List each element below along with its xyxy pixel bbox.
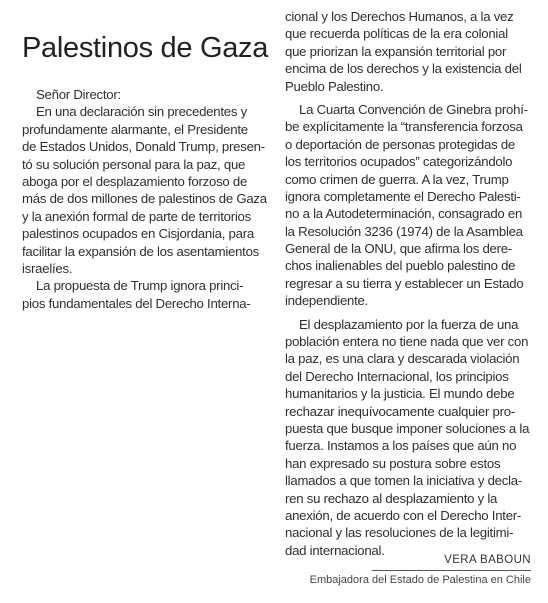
body-line: la paz, es una clara y descarada violación	[285, 351, 520, 367]
body-line: palestinos ocupados en Cisjordania, para	[22, 226, 254, 242]
body-line: han expresado su postura sobre estos	[285, 455, 501, 471]
body-line: El desplazamiento por la fuerza de una	[299, 316, 519, 332]
left-column	[22, 86, 267, 312]
right-column	[285, 8, 531, 559]
body-line: ren su rechazo al desplazamiento y la	[285, 490, 498, 506]
body-line: puesta que busque imponer soluciones a la	[285, 420, 530, 436]
salutation: Señor Director:	[36, 87, 121, 102]
body-line: La propuesta de Trump ignora princi-	[36, 278, 244, 294]
body-line: nacional y las resoluciones de la legitimi-	[285, 525, 514, 541]
body-line: dad internacional.	[285, 542, 385, 558]
body-line: chos inalienables del pueblo palestino de	[285, 258, 516, 274]
body-line: encima de los derechos y la existencia del	[285, 61, 522, 77]
signature-role: Embajadora del Estado de Palestina en Chile	[309, 574, 531, 586]
body-line: anexión, de acuerdo con el Derecho Inter-	[285, 507, 522, 523]
body-line: tó su solución personal para la paz, que	[22, 156, 246, 172]
body-line: del Derecho Internacional, los principios	[285, 368, 509, 384]
signature-name: VERA BABOUN	[444, 554, 531, 566]
body-line: llamados a que tomen la iniciativa y decla-	[285, 473, 523, 489]
body-line: pios fundamentales del Derecho Interna-	[22, 295, 251, 311]
body-line: la Resolución 3236 (1974) de la Asamblea	[285, 223, 523, 239]
body-line: población entera no tiene nada que ver con	[285, 334, 529, 350]
body-line: aboga por el desplazamiento forzoso de	[22, 173, 248, 189]
body-line: de Estados Unidos, Donald Trump, presen-	[22, 139, 265, 155]
body-line: facilitar la expansión de los asentamientos	[22, 243, 260, 259]
body-line: cional y los Derechos Humanos, a la vez	[285, 9, 514, 24]
body-line: fuerza. Instamos a los países que aún no	[285, 438, 517, 454]
body-line: be explícitamente la “transferencia forzosa	[285, 119, 523, 135]
body-line: La Cuarta Convención de Ginebra prohí-	[299, 101, 528, 117]
body-line: no a la Autodeterminación, consagrado en	[285, 206, 523, 222]
body-line: Pueblo Palestino.	[285, 78, 384, 94]
body-line: General de la ONU, que afirma los dere-	[285, 241, 513, 257]
body-line: como crimen de guerra. A la vez, Trump	[285, 171, 509, 187]
body-line: regresar a su tierra y establecer un Estado	[285, 275, 524, 291]
body-line: humanitarios y la justicia. El mundo debe	[285, 386, 515, 402]
article-title: Palestinos de Gaza	[22, 32, 269, 64]
body-line: los territorios ocupados” categorizándolo	[285, 154, 513, 170]
body-line: En una declaración sin precedentes y	[36, 104, 247, 120]
body-line: ignora completamente el Derecho Palesti-	[285, 188, 521, 204]
body-line: más de dos millones de palestinos de Gaza	[22, 191, 267, 207]
signature-divider	[372, 570, 531, 571]
body-line: israelíes.	[22, 260, 73, 276]
body-line: independiente.	[285, 293, 369, 309]
body-line: y la anexión formal de parte de territorios	[22, 208, 251, 224]
body-line: rechazar inequívocamente cualquier pro-	[285, 403, 515, 419]
body-line: profundamente alarmante, el Presidente	[22, 121, 248, 137]
body-line: o deportación de personas protegidas de	[285, 136, 515, 152]
body-line: que priorizan la expansión territorial por	[285, 43, 507, 59]
body-line: que recuerda políticas de la era colonial	[285, 26, 508, 42]
